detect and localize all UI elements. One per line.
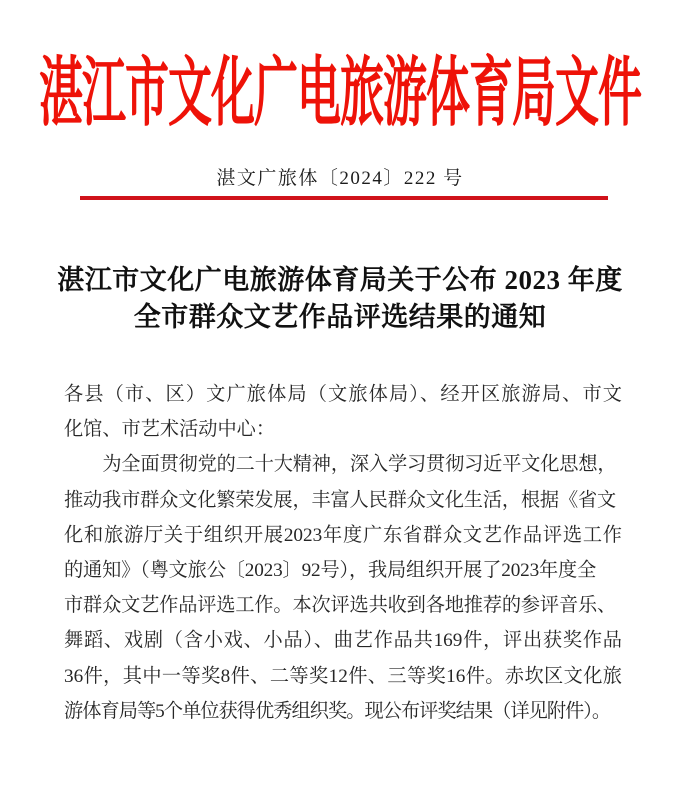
document-title-line-1: 湛江市文化广电旅游体育局关于公布 2023 年度 — [57, 265, 623, 295]
body-text-line: 游体育局等5个单位获得优秀组织奖。现公布评奖结果（详见附件）。 — [64, 700, 611, 722]
body-text-line: 舞蹈、戏剧（含小戏、小品）、曲艺作品共169件，评出获奖作品 — [64, 630, 622, 652]
body-text-line: 化和旅游厅关于组织开展2023年度广东省群众文艺作品评选工作 — [64, 524, 622, 546]
body-text-line: 各县（市、区）文广旅体局（文旅体局）、经开区旅游局、市文 — [64, 384, 622, 405]
letterhead-red-divider — [80, 196, 608, 200]
letterhead-org-title: 湛江市文化广电旅游体育局文件 — [39, 51, 641, 136]
body-text-line: 市群众文艺作品评选工作。本次评选共收到各地推荐的参评音乐、 — [64, 595, 617, 617]
body-text-line: 为全面贯彻党的二十大精神，深入学习贯彻习近平文化思想， — [102, 454, 617, 476]
document-reference-number: 湛文广旅体〔2024〕222 号 — [216, 168, 464, 189]
body-text-line: 化馆、市艺术活动中心： — [64, 419, 276, 441]
body-text-line: 的通知》（粤文旅公〔2023〕92号），我局组织开展了2023年度全 — [64, 559, 597, 581]
document-body — [64, 377, 622, 729]
document-title — [40, 262, 640, 336]
document-title-line-2: 全市群众文艺作品评选结果的通知 — [133, 302, 547, 332]
body-text-line: 36件，其中一等奖8件、二等奖12件、三等奖16件。赤坎区文化旅 — [64, 665, 622, 687]
body-text-line: 推动我市群众文化繁荣发展，丰富人民群众文化生活，根据《省文 — [64, 489, 617, 511]
